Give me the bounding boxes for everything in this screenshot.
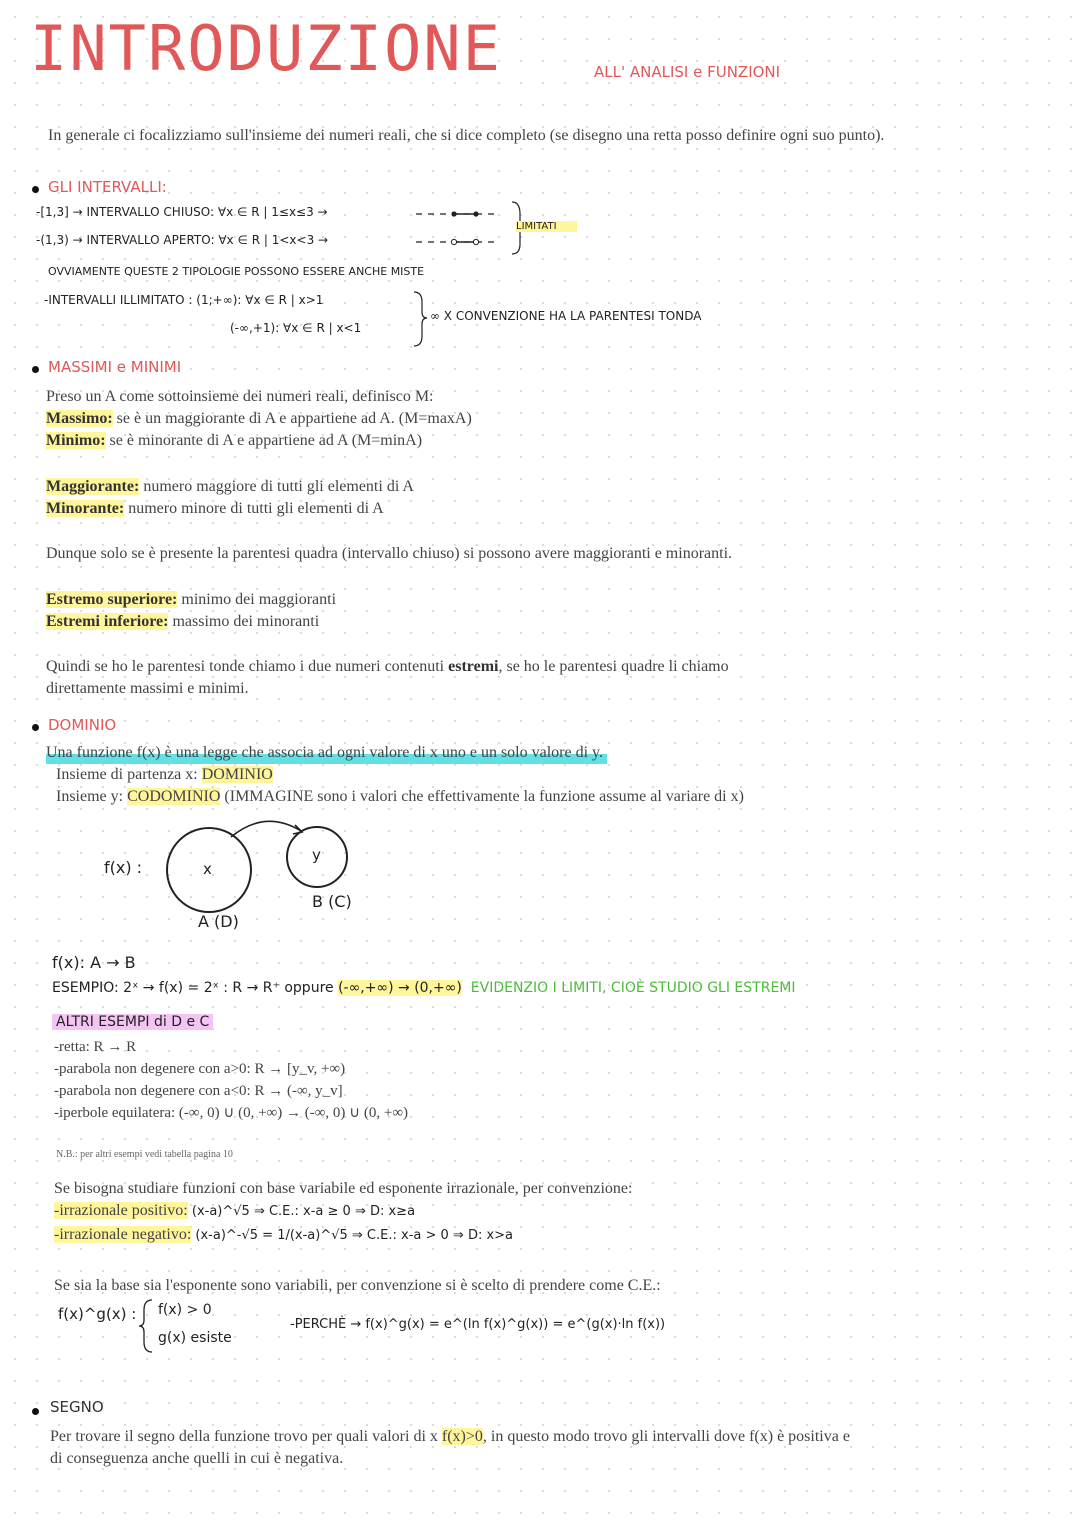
interval-closed: -[1,3] → INTERVALLO CHIUSO: ∀x ∈ R | 1≤x≤3 →	[36, 205, 328, 219]
interval-mixed-note: OVVIAMENTE QUESTE 2 TIPOLOGIE POSSONO ESSERE ANCHE MISTE	[48, 265, 425, 278]
interval-open: -(1,3) → INTERVALLO APERTO: ∀x ∈ R | 1<x<3 →	[36, 233, 329, 247]
codominio-line	[56, 786, 744, 808]
page-title: INTRODUZIONE	[30, 12, 502, 85]
immagine-text: (IMMAGINE sono i valori che effettivamente la funzione assume al variare di x)	[220, 788, 744, 805]
example-iperbole: -iperbole equilatera: (-∞, 0) ∪ (0, +∞) → (-∞, 0) ∪ (0, +∞)	[54, 1105, 409, 1121]
segno-text-2: , in questo modo trovo gli intervalli dove f(x) è positiva e	[482, 1428, 850, 1445]
codominio-text: Insieme y:	[56, 788, 128, 805]
fg-label: f(x)^g(x) :	[58, 1305, 137, 1323]
bullet-icon	[32, 186, 39, 193]
minimo-definition	[46, 430, 422, 452]
maggiorante-text: numero maggiore di tutti gli elementi di A	[139, 478, 414, 495]
esempio-text: ESEMPIO: 2ˣ → f(x) = 2ˣ : R → R⁺ oppure	[52, 980, 339, 996]
interval-unbounded-1: -INTERVALLI ILLIMITATO : (1;+∞): ∀x ∈ R | x>1	[44, 293, 324, 307]
bullet-icon	[32, 366, 39, 373]
fg-condition-1: f(x) > 0	[158, 1302, 212, 1318]
estremo-inferiore-text: massimo dei minoranti	[168, 613, 320, 630]
dunque-paragraph: Dunque solo se è presente la parentesi quadra (intervallo chiuso) si possono avere maggioranti e minoranti.	[46, 545, 733, 562]
minorante-definition	[46, 498, 384, 520]
bullet-icon	[32, 1408, 39, 1415]
irrational-negative-formula: (x-a)^-√5 = 1/(x-a)^√5 ⇒ C.E.: x-a > 0 ⇒ D: x>a	[191, 1228, 514, 1243]
irrational-positive-formula: (x-a)^√5 ⇒ C.E.: x-a ≥ 0 ⇒ D: x≥a	[187, 1204, 416, 1219]
segno-paragraph-line2: di conseguenza anche quelli in cui è negativa.	[50, 1450, 344, 1467]
fx-label: f(x) :	[104, 858, 143, 877]
set-b-label: B (C)	[312, 892, 352, 911]
irrational-negative-term: -irrazionale negativo:	[54, 1226, 192, 1243]
minimo-text: se è minorante di A e appartiene ad A (M=minA)	[105, 432, 423, 449]
codominio-term: CODOMINIO	[127, 788, 221, 805]
maggiorante-definition	[46, 476, 414, 498]
base-exponent-paragraph: Se sia la base sia l'esponente sono variabili, per convenzione si è scelto di prendere come C.E.:	[54, 1277, 661, 1294]
irrational-negative	[54, 1224, 513, 1247]
set-a-label: A (D)	[198, 912, 239, 931]
massimo-term: Massimo:	[46, 410, 113, 427]
section-heading-segno: SEGNO	[50, 1398, 104, 1416]
dominio-line	[56, 764, 273, 786]
section-heading-dominio: DOMINIO	[48, 716, 117, 734]
massimi-intro: Preso un A come sottoinsieme dei numeri reali, definisco M:	[46, 388, 434, 405]
irrational-positive-term: -irrazionale positivo:	[54, 1202, 188, 1219]
esempio-line	[52, 980, 1052, 996]
convention-intro: Se bisogna studiare funzioni con base variabile ed esponente irrazionale, per convenzione:	[54, 1180, 633, 1197]
altri-esempi-heading: ALTRI ESEMPI di D e C	[52, 1014, 213, 1030]
esempio-note: EVIDENZIO I LIMITI, CIOÈ STUDIO GLI ESTREMI	[470, 980, 796, 996]
example-parabola-neg: -parabola non degenere con a<0: R → (-∞, y_v]	[54, 1083, 343, 1099]
massimo-text: se è un maggiorante di A e appartiene ad A. (M=maxA)	[112, 410, 472, 427]
intro-paragraph: In generale ci focalizziamo sull'insieme dei numeri reali, che si dice completo (se disegno una retta posso definire ogni suo punto).	[48, 127, 885, 144]
quindi-paragraph-line2: direttamente massimi e minimi.	[46, 680, 249, 697]
minorante-text: numero minore di tutti gli elementi di A	[124, 500, 384, 517]
fg-condition-2: g(x) esiste	[158, 1330, 232, 1346]
estremo-superiore-text: minimo dei maggioranti	[177, 591, 337, 608]
massimo-definition	[46, 408, 472, 430]
unbounded-convention-note: ∞ X CONVENZIONE HA LA PARENTESI TONDA	[430, 309, 702, 323]
interval-unbounded-2: (-∞,+1): ∀x ∈ R | x<1	[230, 321, 362, 335]
example-retta: -retta: R → R	[54, 1039, 137, 1055]
map-line: f(x): A → B	[52, 953, 136, 972]
quindi-text-1: Quindi se ho le parentesi tonde chiamo i due numeri contenuti	[46, 658, 449, 675]
set-y-label: y	[312, 846, 321, 864]
example-parabola-pos: -parabola non degenere con a>0: R → [y_v, +∞)	[54, 1061, 346, 1077]
bullet-icon	[32, 724, 39, 731]
estremo-inferiore-term: Estremi inferiore:	[46, 613, 169, 630]
page-subtitle: ALL' ANALISI e FUNZIONI	[594, 63, 781, 81]
section-heading-massimi: MASSIMI e MINIMI	[48, 358, 182, 376]
fg-perche: -PERCHÈ → f(x)^g(x) = e^(ln f(x)^g(x)) = e^(g(x)·ln f(x))	[290, 1317, 666, 1332]
dominio-term: DOMINIO	[201, 766, 273, 783]
brace-icon	[410, 290, 430, 348]
minimo-term: Minimo:	[46, 432, 106, 449]
interval-number-lines	[412, 200, 522, 255]
estremo-superiore-term: Estremo superiore:	[46, 591, 178, 608]
estremo-superiore-definition	[46, 589, 336, 611]
minorante-term: Minorante:	[46, 500, 125, 517]
nb-note: N.B.: per altri esempi vedi tabella pagina 10	[56, 1149, 233, 1160]
maggiorante-term: Maggiorante:	[46, 478, 140, 495]
segno-highlight: f(x)>0	[441, 1428, 483, 1445]
brace-icon	[138, 1298, 154, 1354]
irrational-positive	[54, 1200, 415, 1223]
dominio-text: Insieme di partenza x:	[56, 766, 202, 783]
segno-text-1: Per trovare il segno della funzione trovo per quali valori di x	[50, 1428, 442, 1445]
function-definition: Una funzione f(x) è una legge che associa ad ogni valore di x uno e un solo valore di y.	[46, 742, 607, 764]
quindi-bold: estremi	[448, 658, 499, 675]
estremo-inferiore-definition	[46, 611, 319, 633]
quindi-text-2: , se ho le parentesi quadre li chiamo	[498, 658, 729, 675]
quindi-paragraph	[46, 656, 729, 678]
bounded-label: LIMITATI	[516, 221, 577, 232]
esempio-interval: (-∞,+∞) → (0,+∞)	[338, 980, 462, 996]
segno-paragraph	[50, 1426, 850, 1448]
section-heading-intervalli: GLI INTERVALLI:	[48, 178, 167, 196]
set-x-label: x	[203, 860, 212, 878]
